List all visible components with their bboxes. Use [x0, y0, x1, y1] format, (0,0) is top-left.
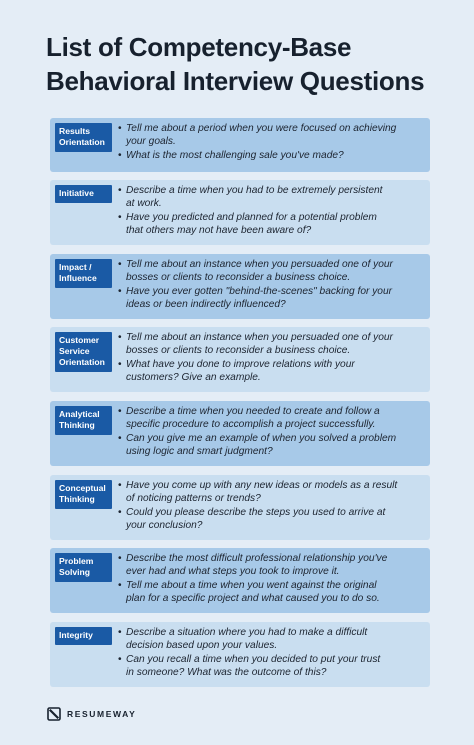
competency-tag-line: Thinking: [59, 494, 95, 504]
question-text-line: bosses or clients to reconsider a business choice.: [126, 344, 351, 356]
competency-section: [50, 327, 430, 392]
competency-tag: [55, 553, 112, 582]
question-text-line: Describe the most difficult professional relationship you've: [126, 553, 388, 564]
competency-section: [50, 118, 430, 172]
question-list: [120, 259, 426, 313]
question-list: [120, 406, 426, 460]
question-list: [120, 627, 426, 681]
bullet-icon: •: [118, 332, 122, 343]
question-text-line: Can you give me an example of when you solved a problem: [126, 433, 397, 444]
bullet-icon: •: [118, 185, 122, 196]
question-text-line: Tell me about a period when you were focused on achieving: [126, 123, 397, 134]
competency-tag-line: Results: [59, 126, 91, 136]
competency-tag-line: Integrity: [59, 630, 93, 640]
competency-tag-line: Conceptual: [59, 483, 106, 493]
competency-section: [50, 401, 430, 466]
brand-name: RESUMEWAY: [67, 709, 137, 719]
question-item: [120, 185, 426, 210]
competency-tag-line: Problem: [59, 556, 94, 566]
bullet-icon: •: [118, 480, 122, 491]
question-text-line: decision based upon your values.: [126, 639, 278, 651]
question-item: [120, 480, 426, 505]
question-item: [120, 433, 426, 458]
competency-tag: [55, 123, 112, 152]
competency-tag: [55, 259, 112, 288]
question-text-line: Can you recall a time when you decided to put your trust: [126, 654, 381, 665]
competency-tag-line: Solving: [59, 567, 91, 577]
competency-tag-line: Thinking: [59, 420, 95, 430]
question-text-line: specific procedure to accomplish a project successfully.: [126, 418, 376, 430]
question-list: [120, 553, 426, 607]
question-item: [120, 507, 426, 532]
question-text-line: plan for a specific project and what caused you to do so.: [126, 592, 380, 604]
bullet-icon: •: [118, 580, 122, 591]
question-item: [120, 406, 426, 431]
competency-section: [50, 254, 430, 319]
question-list: [120, 185, 426, 239]
question-text-line: Describe a time when you had to be extremely persistent: [126, 185, 383, 196]
question-list: [120, 123, 426, 165]
competency-tag-line: Influence: [59, 273, 97, 283]
competency-tag-line: Customer: [59, 335, 100, 345]
question-text-line: your conclusion?: [126, 519, 203, 531]
question-text-line: Have you predicted and planned for a potential problem: [126, 212, 377, 223]
question-text-line: that others may not have been aware of?: [126, 224, 312, 236]
question-text-line: Tell me about an instance when you persuaded one of your: [126, 259, 393, 270]
bullet-icon: •: [118, 433, 122, 444]
question-text-line: Describe a situation where you had to make a difficult: [126, 627, 368, 638]
competency-tag-line: Analytical: [59, 409, 100, 419]
question-item: [120, 150, 426, 163]
question-text-line: What have you done to improve relations with your: [126, 359, 355, 370]
question-text-line: at work.: [126, 197, 162, 209]
bullet-icon: •: [118, 553, 122, 564]
question-item: [120, 553, 426, 578]
bullet-icon: •: [118, 212, 122, 223]
bullet-icon: •: [118, 259, 122, 270]
question-text-line: customers? Give an example.: [126, 371, 261, 383]
competency-tag: [55, 627, 112, 645]
question-text-line: Tell me about an instance when you persuaded one of your: [126, 332, 393, 343]
question-text-line: in someone? What was the outcome of this?: [126, 666, 327, 678]
question-text-line: Describe a time when you needed to create and follow a: [126, 406, 380, 417]
question-item: [120, 286, 426, 311]
competency-section: [50, 622, 430, 687]
competency-tag: [55, 480, 112, 509]
competency-tag-line: Orientation: [59, 137, 105, 147]
bullet-icon: •: [118, 359, 122, 370]
question-item: [120, 580, 426, 605]
question-item: [120, 654, 426, 679]
question-item: [120, 123, 426, 148]
bullet-icon: •: [118, 627, 122, 638]
question-list: [120, 332, 426, 386]
question-text-line: What is the most challenging sale you've made?: [126, 150, 344, 161]
question-item: [120, 627, 426, 652]
competency-tag-line: Initiative: [59, 188, 94, 198]
question-item: [120, 212, 426, 237]
bullet-icon: •: [118, 123, 122, 134]
title-line-1: List of Competency-Base: [46, 32, 352, 62]
page-title: [46, 30, 456, 98]
competency-tag: [55, 185, 112, 203]
question-text-line: Could you please describe the steps you used to arrive at: [126, 507, 386, 518]
bullet-icon: •: [118, 507, 122, 518]
question-text-line: ideas or been indirectly influenced?: [126, 298, 286, 310]
question-text-line: Tell me about a time when you went against the original: [126, 580, 377, 591]
competency-section: [50, 475, 430, 540]
competency-tag: [55, 406, 112, 435]
question-text-line: of noticing patterns or trends?: [126, 492, 261, 504]
bullet-icon: •: [118, 406, 122, 417]
competency-tag-line: Impact /: [59, 262, 92, 272]
question-item: [120, 332, 426, 357]
bullet-icon: •: [118, 150, 122, 161]
footer: [47, 706, 136, 722]
bullet-icon: •: [118, 286, 122, 297]
question-item: [120, 259, 426, 284]
bullet-icon: •: [118, 654, 122, 665]
question-item: [120, 359, 426, 384]
question-text-line: using logic and smart judgment?: [126, 445, 273, 457]
competency-tag: [55, 332, 112, 372]
competency-tag-line: Orientation: [59, 357, 105, 367]
question-text-line: Have you ever gotten "behind-the-scenes" backing for your: [126, 286, 393, 297]
question-text-line: bosses or clients to reconsider a business choice.: [126, 271, 351, 283]
question-text-line: Have you come up with any new ideas or models as a result: [126, 480, 398, 491]
competency-tag-line: Service: [59, 346, 90, 356]
resumeway-logo-icon: [47, 707, 61, 721]
competency-section: [50, 548, 430, 613]
competency-section: [50, 180, 430, 245]
question-text-line: your goals.: [126, 135, 176, 147]
question-list: [120, 480, 426, 534]
title-line-2: Behavioral Interview Questions: [46, 66, 425, 96]
question-text-line: ever had and what steps you took to improve it.: [126, 565, 340, 577]
